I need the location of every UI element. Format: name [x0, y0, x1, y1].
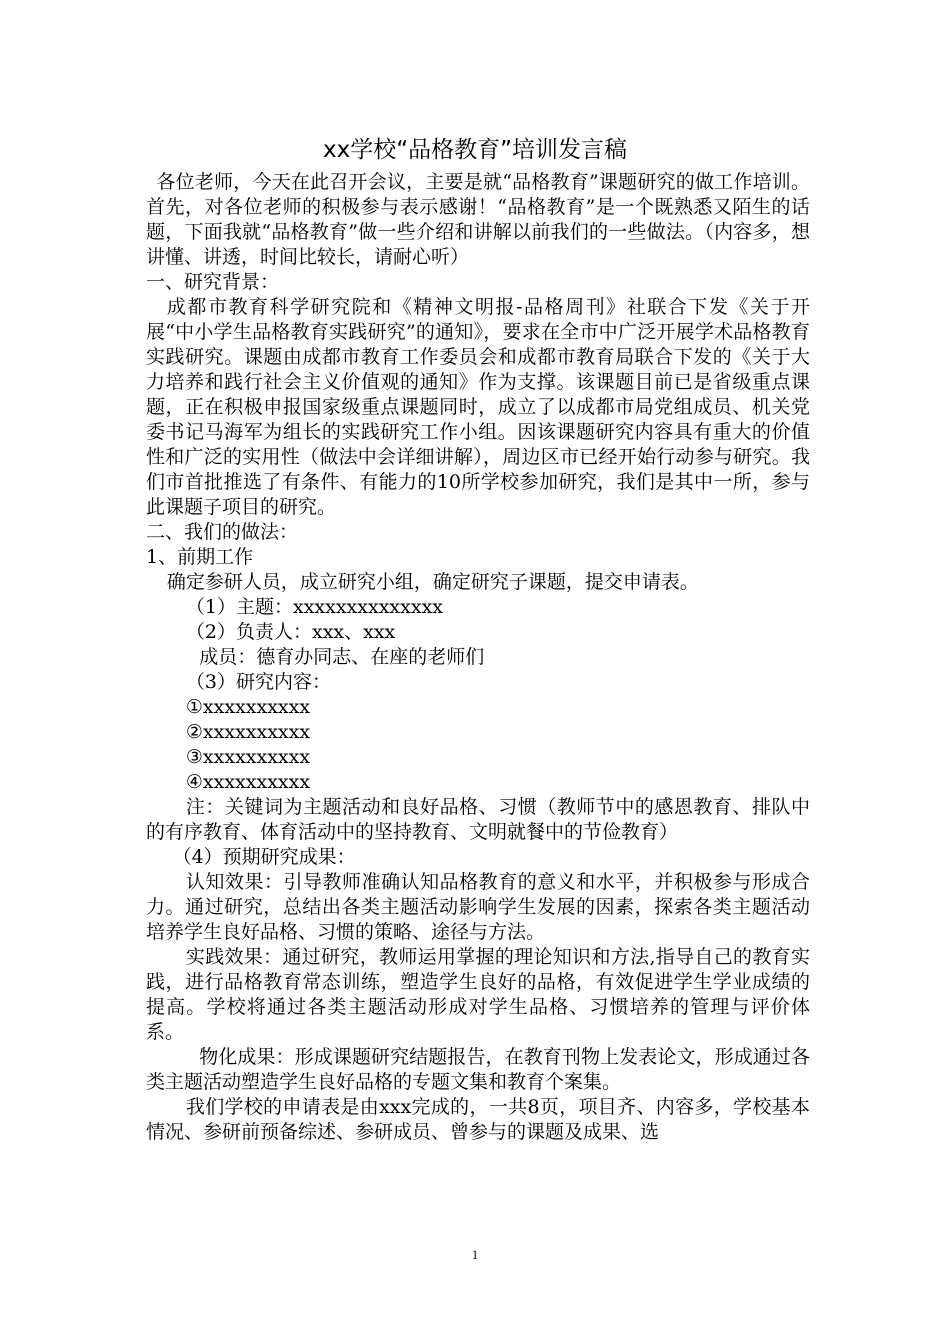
application-paragraph: 我们学校的申请表是由xxx完成的，一共8页，项目齐、内容多，学校基本情况、参研前预备综述、参研成员、曾参与的课题及成果、选: [146, 1096, 810, 1143]
content-item-2: ②xxxxxxxxxx: [185, 721, 311, 743]
result-cognitive: 认知效果：引导教师准确认知品格教育的意义和水平，并积极参与形成合力。通过研究，总结出各类主题活动影响学生发展的因素，探索各类主题活动培养学生良好品格、习惯的策略、途径与方法。: [146, 871, 810, 943]
page-number: 1: [471, 1247, 479, 1262]
intro-paragraph: 各位老师，今天在此召开会议，主要是就“品格教育”课题研究的做工作培训。首先，对各位老师的积极参与表示感谢！“品格教育”是一个既熟悉又陌生的话题，下面我就“品格教育”做一些介绍和讲解以前我们的一些做法。（内容多，想讲懂、讲透，时间比较长，请耐心听）: [146, 171, 810, 268]
item-expected-results: （4）预期研究成果：: [172, 846, 356, 868]
section1-paragraph: 成都市教育科学研究院和《精神文明报-品格周刊》社联合下发《关于开展“中小学生品格教育实践研究”的通知》，要求在全市中广泛开展学术品格教育实践研究。课题由成都市教育工作委员会和成都市教育局联合下发的《关于大力培养和践行社会主义价值观的通知》作为支撑。该课题目前已是省级重点课题，正在积极申报国家级重点课题同时，成立了以成都市局党组成员、机关党委书记马海军为组长的实践研究工作小组。因该课题研究内容具有重大的价值性和广泛的实用性（做法中会详细讲解），周边区市已经开始行动参与研究。我们市首批推选了有条件、有能力的10所学校参加研究，我们是其中一所，参与此课题子项目的研究。: [146, 296, 810, 518]
sub1-heading: 1、前期工作: [146, 546, 254, 568]
document-title: xx学校“品格教育”培训发言稿: [322, 137, 628, 163]
item-content: （3）研究内容：: [185, 671, 331, 693]
item-leader: （2）负责人：xxx、xxx: [185, 621, 396, 643]
section1-heading: 一、研究背景：: [146, 271, 280, 293]
result-material: 物化成果：形成课题研究结题报告，在教育刊物上发表论文，形成通过各类主题活动塑造学生良好品格的专题文集和教育个案集。: [146, 1046, 810, 1093]
section2-heading: 二、我们的做法：: [146, 521, 299, 543]
document-body: [146, 170, 810, 1145]
content-item-1: ①xxxxxxxxxx: [185, 696, 311, 718]
sub1-paragraph: 确定参研人员，成立研究小组，确定研究子课题，提交申请表。: [166, 571, 699, 593]
content-item-3: ③xxxxxxxxxx: [185, 746, 311, 768]
content-item-4: ④xxxxxxxxxx: [185, 771, 311, 793]
item-topic: （1）主题：xxxxxxxxxxxxxx: [185, 596, 443, 618]
result-practice: 实践效果：通过研究，教师运用掌握的理论知识和方法,指导自己的教育实践，进行品格教育常态训练，塑造学生良好的品格，有效促进学生学业成绩的提高。学校将通过各类主题活动形成对学生品格、习惯培养的管理与评价体系。: [146, 946, 810, 1043]
item-members: 成员：德育办同志、在座的老师们: [199, 646, 485, 668]
note-paragraph: 注：关键词为主题活动和良好品格、习惯（教师节中的感恩教育、排队中的有序教育、体育活动中的坚持教育、文明就餐中的节俭教育）: [146, 796, 810, 843]
